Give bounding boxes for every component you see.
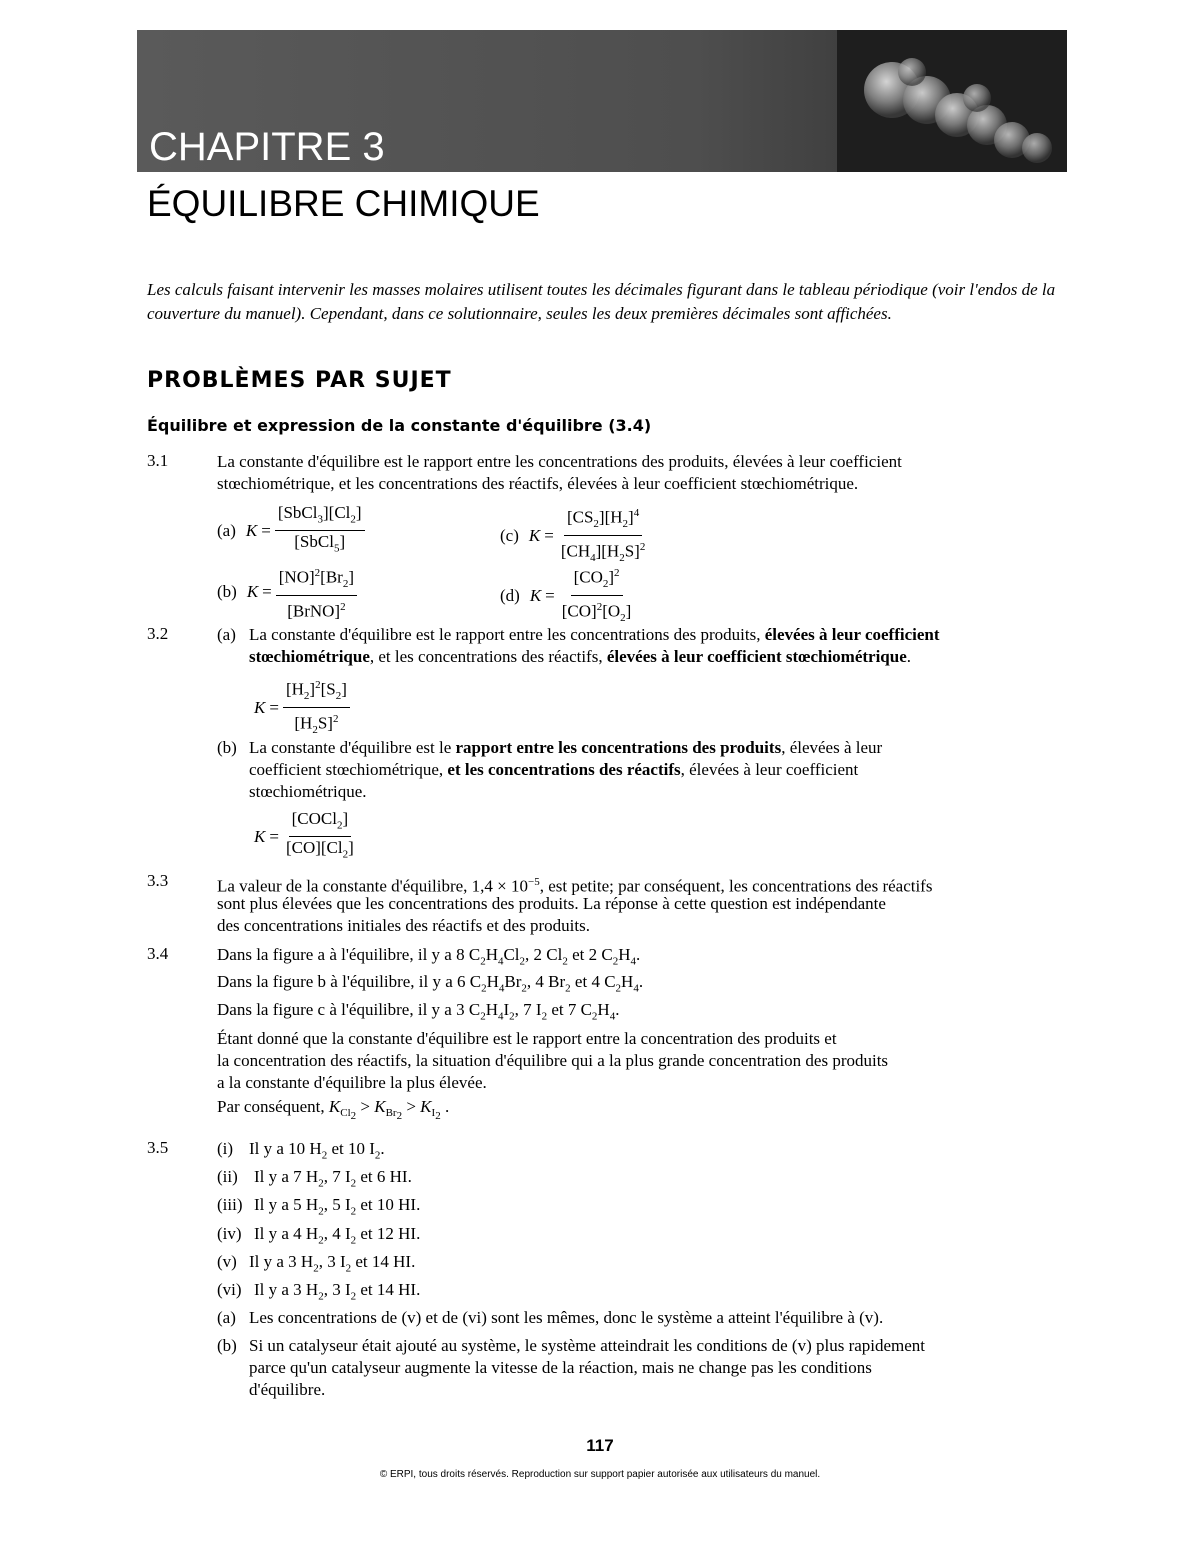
intro-note: Les calculs faisant intervenir les masses molaires utilisent toutes les décimales figurant dans le tableau périodique (voir l'endos de la couverture du manuel). Cependant, dans ce solutionnaire, seules les deux premières décimales sont affichées. [147, 280, 1056, 323]
problem-3-5-item-text: Il y a 3 $H_2$, 3 $I_2$ et 14 HI. [249, 1251, 416, 1275]
problem-3-1-line-1: La constante d'équilibre est le rapport entre les concentrations des produits, élevées à leur coefficient [217, 452, 902, 471]
equals-sign: = [262, 582, 272, 602]
problem-3-2-b-line-3: stœchiométrique. [249, 782, 367, 801]
fraction: $\frac{[CS_2][H_2]^4}{[CH_4][H_2S]^2}$ [558, 502, 649, 569]
page-title: ÉQUILIBRE CHIMIQUE [147, 183, 540, 224]
subsection-heading: Équilibre et expression de la constante d'équilibre (3.4) [147, 416, 652, 435]
problem-number-3-1: 3.1 [147, 451, 169, 470]
chapter-banner [137, 30, 1067, 172]
problem-3-1-line-2: stœchiométrique, et les concentrations des réactifs, élevées à leur coefficient stœchiométrique. [217, 474, 859, 493]
equals-sign: = [269, 697, 279, 717]
problem-3-2-b-label: (b) [217, 738, 237, 757]
problem-number-3-3: 3.3 [147, 871, 169, 890]
problem-3-5-item-text: Il y a 7 $H_2$, 7 $I_2$ et 6 HI. [254, 1167, 412, 1190]
problem-3-2-a-line-2: stœchiométrique, et les concentrations des réactifs, élevées à leur coefficient stœchiométrique. [249, 647, 912, 666]
k-symbol: K [246, 582, 259, 602]
equation-label: (b) [217, 582, 237, 602]
equals-sign: = [545, 585, 555, 605]
equation-3-1-d [500, 562, 634, 629]
k-symbol: K [254, 697, 266, 717]
equation-3-1-b [217, 562, 357, 623]
problem-3-2-b-line-2: coefficient stœchiométrique, et les concentrations des réactifs, élevées à leur coefficient [249, 760, 859, 779]
problem-3-2-a-label: (a) [217, 625, 236, 644]
molecule-image [837, 30, 1067, 172]
problem-3-5-item-text: Il y a 4 $H_2$, 4 $I_2$ et 12 HI. [254, 1223, 421, 1246]
problem-3-2-b-line-1: La constante d'équilibre est le rapport entre les concentrations des produits, élevées à leur [249, 738, 883, 757]
problem-3-4-line-6: a la constante d'équilibre la plus élevée. [217, 1073, 487, 1092]
problem-3-5-b-line-3: d'équilibre. [249, 1380, 326, 1399]
fraction: $\frac{[SbCl_3][Cl_2]}{[SbCl_5]}$ [275, 502, 365, 560]
problem-3-5-b-line-2: parce qu'un catalyseur augmente la vitesse de la réaction, mais ne change pas les conditions [249, 1358, 872, 1377]
k-symbol: K [254, 826, 266, 846]
fraction: $\frac{[NO]^2[Br_2]}{[BrNO]^2}$ [276, 562, 357, 623]
problem-3-5-a-label: (a) [217, 1308, 236, 1327]
chapter-label: CHAPITRE 3 [149, 125, 385, 169]
problem-3-5-b-line-1: Si un catalyseur était ajouté au système, le système atteindrait les conditions de (v) plus rapidement [249, 1336, 926, 1355]
problem-number-3-5: 3.5 [147, 1138, 169, 1157]
equation-label: (a) [217, 520, 236, 540]
problem-3-4-line-7: Par conséquent, $K_{Cl_2} > K_{Br_2} > K_{I_2}$ . [217, 1097, 450, 1123]
problem-3-4-line-5: la concentration des réactifs, la situation d'équilibre qui a la plus grande concentration des produits [217, 1051, 889, 1070]
problem-3-5-item-label: (iii) [217, 1195, 243, 1215]
problem-3-5-item-text: Il y a 10 $H_2$ et 10 $I_2$. [249, 1139, 385, 1162]
equation-3-1-c [500, 502, 648, 569]
fraction: $\frac{[CO_2]^2}{[CO]^2[O_2]}$ [559, 562, 635, 629]
equals-sign: = [544, 525, 554, 545]
problem-3-5-b-label: (b) [217, 1336, 237, 1355]
equation-3-2-a [254, 674, 350, 741]
problem-3-5-item-label: (i) [217, 1139, 234, 1158]
problem-3-5-a-text: Les concentrations de (v) et de (vi) sont les mêmes, donc le système a atteint l'équilibre à (v). [249, 1308, 884, 1327]
problem-3-4-line-2: Dans la figure b à l'équilibre, il y a 6 $C_2H_4Br_2$, 4 $Br_2$ et 4 $C_2H_4$. [217, 972, 644, 995]
problem-3-5-item-label: (v) [217, 1251, 237, 1271]
k-symbol: K [245, 520, 258, 540]
problem-3-4-line-1: Dans la figure a à l'équilibre, il y a 8 $C_2H_4Cl_2$, 2 $Cl_2$ et 2 $C_2H_4$. [217, 945, 641, 968]
problem-3-5-item-text: Il y a 5 $H_2$, 5 $I_2$ et 10 HI. [254, 1195, 421, 1218]
equals-sign: = [261, 520, 271, 540]
fraction: $\frac{[H_2]^2[S_2]}{[H_2S]^2}$ [283, 674, 350, 741]
equation-label: (d) [500, 585, 520, 605]
problem-3-2-a-line-1: La constante d'équilibre est le rapport entre les concentrations des produits, élevées à leur coefficient [249, 625, 940, 644]
equation-3-1-a [217, 502, 365, 560]
problem-3-5-item-label: (vi) [217, 1280, 242, 1299]
copyright-notice: © ERPI, tous droits réservés. Reproduction sur support papier autorisée aux utilisateurs du manuel. [379, 1469, 821, 1480]
problem-3-5-item-text: Il y a 3 $H_2$, 3 $I_2$ et 14 HI. [254, 1280, 421, 1303]
problem-3-4-line-4: Étant donné que la constante d'équilibre est le rapport entre la concentration des produits et [217, 1029, 837, 1048]
equation-3-2-b [254, 808, 357, 866]
problem-number-3-2: 3.2 [147, 624, 169, 643]
section-heading: PROBLÈMES PAR SUJET [147, 368, 452, 393]
equals-sign: = [269, 826, 279, 846]
problem-3-3-line-2: sont plus élevées que les concentrations des produits. La réponse à cette question est indépendante [217, 894, 886, 913]
equation-label: (c) [500, 525, 519, 545]
problem-3-3-line-3: des concentrations initiales des réactifs et des produits. [217, 916, 590, 935]
k-symbol: K [528, 525, 541, 545]
page-number: 117 [586, 1436, 614, 1455]
problem-3-5-item-label: (ii) [217, 1167, 238, 1187]
problem-number-3-4: 3.4 [147, 944, 169, 963]
problem-3-5-item-label: (iv) [217, 1223, 242, 1243]
k-symbol: K [529, 585, 542, 605]
fraction: $\frac{[COCl_2]}{[CO][Cl_2]}$ [285, 809, 354, 861]
problem-3-3-line-1: La valeur de la constante d'équilibre, $1,4 \times 10^{-5}$, est petite; par conséquent, les concentrations des réactifs [217, 876, 933, 896]
problem-3-4-line-3: Dans la figure c à l'équilibre, il y a 3 $C_2H_4I_2$, 7 $I_2$ et 7 $C_2H_4$. [217, 1000, 620, 1023]
